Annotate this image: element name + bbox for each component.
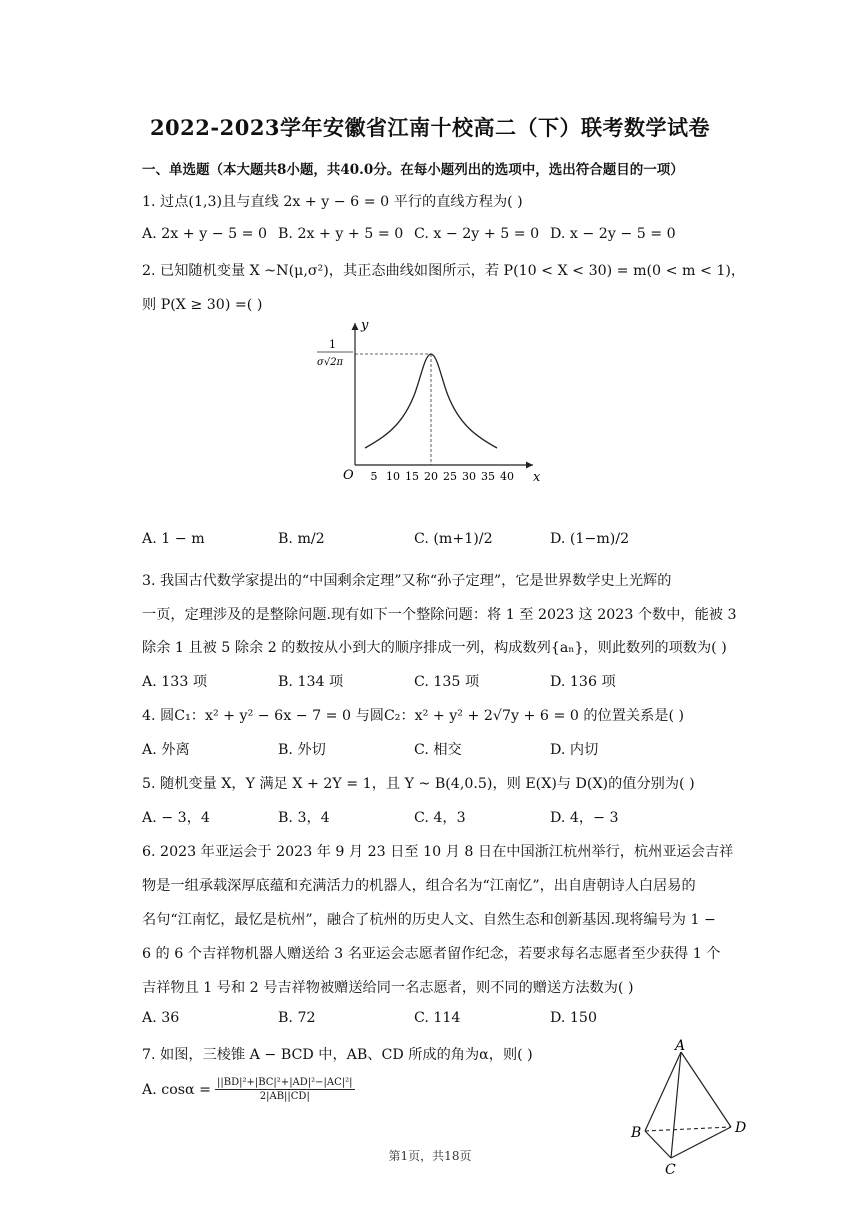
q3-stem-line3: 除余 1 且被 5 除余 2 的数按从小到大的顺序排成一列，构成数列{aₙ}，则此数列的项数为( ) [142, 640, 727, 656]
y-axis-label: y [361, 318, 369, 333]
q6-stem-line1: 6. 2023 年亚运会于 2023 年 9 月 23 日至 10 月 8 日在中国浙江杭州举行，杭州亚运会吉祥 [142, 844, 734, 860]
q3-options [142, 671, 742, 693]
x-tick-label: 20 [424, 470, 438, 483]
x-tick-label: 40 [500, 470, 514, 483]
x-tick-label: 35 [481, 470, 495, 483]
page-footer: 第1页，共18页 [388, 1149, 472, 1163]
exam-title: 2022-2023学年安徽省江南十校高二（下）联考数学试卷 [149, 115, 711, 140]
q3-stem-line2: 一页，定理涉及的是整除问题.现有如下一个整除问题：将 1 至 2023 这 2023 个数中，能被 3 [142, 607, 737, 623]
vertex-c-label: C [665, 1162, 676, 1178]
vertex-a-label: A [675, 1038, 686, 1054]
x-axis-label: x [533, 470, 541, 485]
q6-stem-line2: 物是一组承载深厚底蕴和充满活力的机器人，组合名为“江南忆”，出自唐朝诗人白居易的 [142, 878, 696, 894]
q2-option-b: B. m/2 [278, 531, 325, 547]
q7-option-a-prefix: A. cosα = [142, 1081, 212, 1098]
q4-options [142, 739, 742, 761]
q7-option-a [142, 1076, 355, 1103]
edge-bd-hidden [645, 1127, 731, 1131]
q1-options [142, 226, 742, 248]
q3-option-c: C. 135 项 [414, 674, 480, 690]
normal-curve-figure [305, 315, 550, 485]
vertex-b-label: B [631, 1125, 642, 1141]
x-tick-label: 5 [370, 470, 378, 483]
origin-label: O [343, 468, 354, 483]
q5-option-b: B. 3，4 [278, 810, 330, 826]
x-tick-labels [371, 470, 515, 483]
q5-stem: 5. 随机变量 X，Y 满足 X + 2Y = 1，且 Y ~ B(4,0.5)，则 E(X)与 D(X)的值分别为( ) [142, 776, 695, 792]
q5-option-a: A. − 3，4 [142, 810, 210, 826]
x-tick-label: 10 [386, 470, 400, 483]
edge-ad [681, 1052, 731, 1127]
section-heading: 一、单选题（本大题共8小题，共40.0分。在每小题列出的选项中，选出符合题目的一项） [142, 162, 684, 178]
q1-option-c: C. x − 2y + 5 = 0 [414, 226, 540, 242]
x-tick-label: 15 [405, 470, 419, 483]
q7-stem: 7. 如图，三棱锥 A − BCD 中，AB、CD 所成的角为α，则( ) [142, 1047, 533, 1063]
q3-option-a: A. 133 项 [142, 674, 208, 690]
q6-option-b: B. 72 [278, 1010, 316, 1026]
q5-option-c: C. 4，3 [414, 810, 466, 826]
q6-stem-line4: 6 的 6 个吉祥物机器人赠送给 3 名亚运会志愿者留作纪念，若要求每名志愿者至少获得 1 个 [142, 946, 721, 962]
q2-options [142, 531, 742, 553]
q6-options [142, 1010, 742, 1032]
q3-option-d: D. 136 项 [550, 674, 616, 690]
q6-option-c: C. 114 [414, 1010, 461, 1026]
peak-label-numerator: 1 [329, 338, 336, 351]
q4-option-c: C. 相交 [414, 742, 462, 758]
q6-stem-line3: 名句“江南忆，最忆是杭州”，融合了杭州的历史人文、自然生态和创新基因.现将编号为 1 − [142, 912, 716, 928]
q6-stem-line5: 吉祥物且 1 号和 2 号吉祥物被赠送给同一名志愿者，则不同的赠送方法数为( ) [142, 980, 634, 996]
q2-option-a: A. 1 − m [142, 531, 205, 547]
q7-option-a-numerator: ||BD|²+|BC|²+|AD|²−|AC|²| [217, 1077, 353, 1088]
x-tick-label: 25 [443, 470, 457, 483]
q1-option-d: D. x − 2y − 5 = 0 [550, 226, 676, 242]
q4-option-a: A. 外离 [142, 742, 190, 758]
q4-stem: 4. 圆C₁：x² + y² − 6x − 7 = 0 与圆C₂：x² + y² + 2√7y + 6 = 0 的位置关系是( ) [142, 708, 685, 724]
q2-stem-line2: 则 P(X ≥ 30) =( ) [142, 297, 263, 313]
q6-option-d: D. 150 [550, 1010, 597, 1026]
x-tick-label: 30 [462, 470, 476, 483]
edge-ac [671, 1052, 681, 1158]
q3-option-b: B. 134 项 [278, 674, 344, 690]
q4-option-d: D. 内切 [550, 742, 599, 758]
q5-options [142, 807, 742, 829]
peak-label-denominator: σ√2π [317, 357, 344, 368]
q7-option-a-denominator: 2|AB||CD| [259, 1091, 310, 1102]
q7-option-a-fraction [215, 1076, 355, 1103]
q2-option-c: C. (m+1)/2 [414, 531, 493, 547]
q2-option-d: D. (1−m)/2 [550, 531, 630, 547]
q3-stem-line1: 3. 我国古代数学家提出的“中国剩余定理”又称“孙子定理”，它是世界数学史上光辉的 [142, 573, 672, 589]
q5-option-d: D. 4，− 3 [550, 810, 619, 826]
q1-option-a: A. 2x + y − 5 = 0 [142, 226, 268, 242]
q1-option-b: B. 2x + y + 5 = 0 [278, 226, 404, 242]
q2-stem-line1: 2. 已知随机变量 X ~N(μ,σ²)，其正态曲线如图所示，若 P(10 < X < 30) = m(0 < m < 1)， [142, 263, 746, 279]
q4-option-b: B. 外切 [278, 742, 326, 758]
edge-ab [645, 1052, 681, 1131]
q1-stem: 1. 过点(1,3)且与直线 2x + y − 6 = 0 平行的直线方程为( ) [142, 194, 523, 210]
vertex-d-label: D [735, 1120, 747, 1136]
q6-option-a: A. 36 [142, 1010, 180, 1026]
